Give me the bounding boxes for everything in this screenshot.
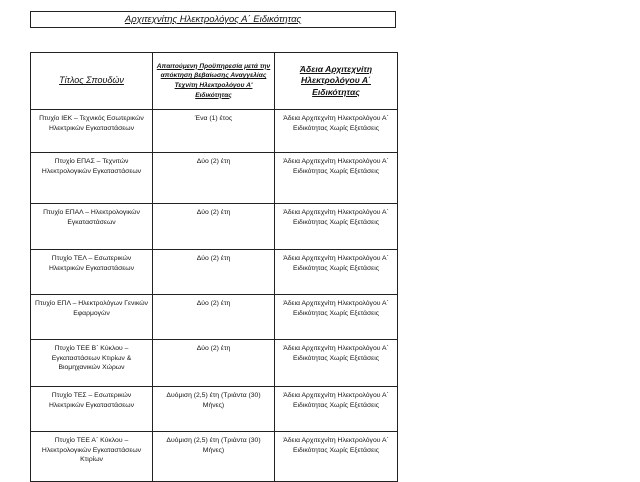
document-title: Αρχιτεχνίτης Ηλεκτρολόγος Α΄ Ειδικότητας xyxy=(30,11,396,28)
cell-experience: Δύο (2) έτη xyxy=(153,153,275,204)
cell-title: Πτυχίο ΤΕΕ Α΄ Κύκλου – Ηλεκτρολογικών Εγκαταστάσεων Κτιρίων xyxy=(31,432,153,482)
cell-license: Άδεια Αρχιτεχνίτη Ηλεκτρολόγου Α΄ Ειδικότητας Χωρίς Εξετάσεις xyxy=(275,295,398,340)
cell-title: Πτυχίο ΤΕΛ – Εσωτερικών Ηλεκτρικών Εγκαταστάσεων xyxy=(31,250,153,295)
table-row xyxy=(31,432,398,482)
cell-license: Άδεια Αρχιτεχνίτη Ηλεκτρολόγου Α΄ Ειδικότητας Χωρίς Εξετάσεις xyxy=(275,204,398,250)
header-license: Άδεια Αρχιτεχνίτη Ηλεκτρολόγου Α΄ Ειδικότητας xyxy=(275,53,398,110)
cell-experience: Δύο (2) έτη xyxy=(153,295,275,340)
header-required-experience: Απαιτούμενη Προϋπηρεσία μετά την απόκτηση βεβαίωσης Αναγγελίας Τεχνίτη Ηλεκτρολόγου Α' Ειδικότητας xyxy=(153,53,275,110)
qualifications-table xyxy=(30,52,398,482)
table-row xyxy=(31,295,398,340)
cell-experience: Δύο (2) έτη xyxy=(153,204,275,250)
cell-experience: Δύο (2) έτη xyxy=(153,340,275,387)
cell-license: Άδεια Αρχιτεχνίτη Ηλεκτρολόγου Α΄ Ειδικότητας Χωρίς Εξετάσεις xyxy=(275,153,398,204)
cell-license: Άδεια Αρχιτεχνίτη Ηλεκτρολόγου Α΄ Ειδικότητας Χωρίς Εξετάσεις xyxy=(275,432,398,482)
cell-license: Άδεια Αρχιτεχνίτη Ηλεκτρολόγου Α΄ Ειδικότητας Χωρίς Εξετάσεις xyxy=(275,250,398,295)
cell-title: Πτυχίο ΙΕΚ – Τεχνικός Εσωτερικών Ηλεκτρικών Εγκαταστάσεων xyxy=(31,110,153,153)
table-row xyxy=(31,110,398,153)
cell-license: Άδεια Αρχιτεχνίτη Ηλεκτρολόγου Α΄ Ειδικότητας Χωρίς Εξετάσεις xyxy=(275,110,398,153)
table-row xyxy=(31,204,398,250)
table-header-row xyxy=(31,53,398,110)
cell-experience: Δυόμιση (2,5) έτη (Τριάντα (30) Μήνες) xyxy=(153,432,275,482)
cell-title: Πτυχίο ΕΠΑΛ – Ηλεκτρολογικών Εγκαταστάσεων xyxy=(31,204,153,250)
cell-experience: Δυόμιση (2,5) έτη (Τριάντα (30) Μήνες) xyxy=(153,387,275,432)
header-title-of-studies: Τίτλος Σπουδών xyxy=(31,53,153,110)
cell-title: Πτυχίο ΕΠΑΣ – Τεχνιτών Ηλεκτρολογικών Εγκαταστάσεων xyxy=(31,153,153,204)
cell-title: Πτυχίο ΤΕΣ – Εσωτερικών Ηλεκτρικών Εγκαταστάσεων xyxy=(31,387,153,432)
cell-title: Πτυχίο ΤΕΕ Β΄ Κύκλου – Εγκαταστάσεων Κτιρίων & Βιομηχανικών Χώρων xyxy=(31,340,153,387)
cell-title: Πτυχίο ΕΠΛ – Ηλεκτρολόγων Γενικών Εφαρμογών xyxy=(31,295,153,340)
table-row xyxy=(31,153,398,204)
cell-license: Άδεια Αρχιτεχνίτη Ηλεκτρολόγου Α΄ Ειδικότητας Χωρίς Εξετάσεις xyxy=(275,387,398,432)
cell-license: Άδεια Αρχιτεχνίτη Ηλεκτρολόγου Α΄ Ειδικότητας Χωρίς Εξετάσεις xyxy=(275,340,398,387)
cell-experience: Ένα (1) έτος xyxy=(153,110,275,153)
table-row xyxy=(31,340,398,387)
cell-experience: Δύο (2) έτη xyxy=(153,250,275,295)
table-row xyxy=(31,250,398,295)
table-row xyxy=(31,387,398,432)
